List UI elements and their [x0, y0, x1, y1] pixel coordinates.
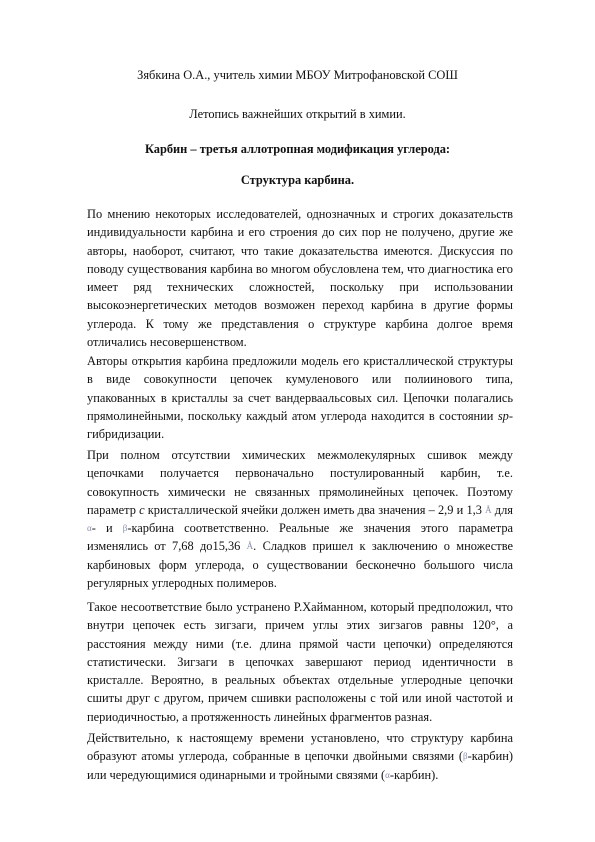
paragraph-5-text-2: -карбин) или чередующимися одинарными и тройными связями ( — [87, 749, 513, 782]
alpha-symbol: α — [385, 769, 390, 780]
paragraph-2-text-end: -гибридизации. — [87, 408, 513, 442]
series-title: Летопись важнейших открытий в химии. — [189, 107, 406, 121]
angstrom-symbol: Å — [485, 504, 492, 515]
paragraph-3-text-2: кристаллической ячейки должен иметь два значения – 2,9 и 1,3 — [144, 502, 486, 517]
paragraph-3-text-1: При полном отсутствии химических межмолекулярных сшивок между цепочками получается первоначально постулированный карбин, т.е. совокупность химически не связанных прямолинейных цепочек. Поэтому параметр — [87, 448, 513, 517]
paragraph-1: По мнению некоторых исследователей, однозначных и строгих доказательств индивидуальности карбина и его строения до сих пор не получено, другие же авторы, наоборот, считают, что такие доказательства имеются. Дискуссия по поводу существования карбина во многом обусловлена тем, что диагностика его имеет ряд технических сложностей, поскольку при использовании высокоэнергетических методов возможен переход карбина в другие формы углерода. К тому же представления о структуре карбина долгое время отличались несовершенством. — [87, 207, 513, 350]
author-line: Зябкина О.А., учитель химии МБОУ Митрофановской СОШ — [137, 68, 458, 82]
paragraph-3 — [87, 446, 513, 592]
paragraph-4: Такое несоответствие было устранено Р.Хайманном, который предположил, что внутри цепочек есть зигзаги, причем углы этих зигзагов равны 120°, а расстояния между ними (т.е. длина прямой части цепочки) определяются статистически. Зигзаги в цепочках завершают период идентичности в кристалле. Вероятно, в реальных объектах отдельные углеродные цепочки сшиты друг с другом, причем сшивки расположены с той или иной частотой и периодичностью, а протяженность линейных фрагментов разная. — [87, 600, 513, 724]
paragraph-3-text-3: для — [491, 502, 513, 517]
angstrom-symbol: Å — [246, 541, 254, 552]
beta-symbol: β — [463, 751, 468, 762]
parameter-c-symbol: с — [139, 502, 145, 517]
paragraph-2 — [87, 352, 513, 443]
paragraph-5-text-3: -карбин). — [389, 767, 439, 782]
paragraph-5-text-1: Действительно, к настоящему времени установлено, что структуру карбина образуют атомы углерода, собранные в цепочки двойными связями ( — [87, 731, 513, 764]
paragraph-3-text-6: . Сладков пришел к заключению о множестве карбиновых форм углерода, о существовании бесконечно большого числа регулярных углеродных полимеров. — [87, 539, 513, 591]
sp-hybridization-symbol: sp — [497, 408, 509, 423]
paragraph-2-text: Авторы открытия карбина предложили модель его кристаллической структуры в виде совокупности цепочек кумуленового или полиинового типа, упакованных в кристаллы за счет вандерваальсовых сил. Цепочки полагались прямолинейными, поскольку каждый атом углерода находится в состоянии — [87, 354, 513, 423]
main-title: Карбин – третья аллотропная модификация углерода: — [144, 142, 451, 156]
paragraph-3-text-5: -карбина соответственно. Реальные же значения этого параметра изменялись от 7,68 до15,36 — [87, 521, 514, 554]
paragraph-3-text-4: - и — [91, 521, 123, 536]
beta-symbol: β — [122, 523, 128, 534]
paragraph-5 — [87, 729, 513, 784]
alpha-symbol: α — [87, 523, 92, 534]
subtitle: Структура карбина. — [240, 173, 355, 187]
